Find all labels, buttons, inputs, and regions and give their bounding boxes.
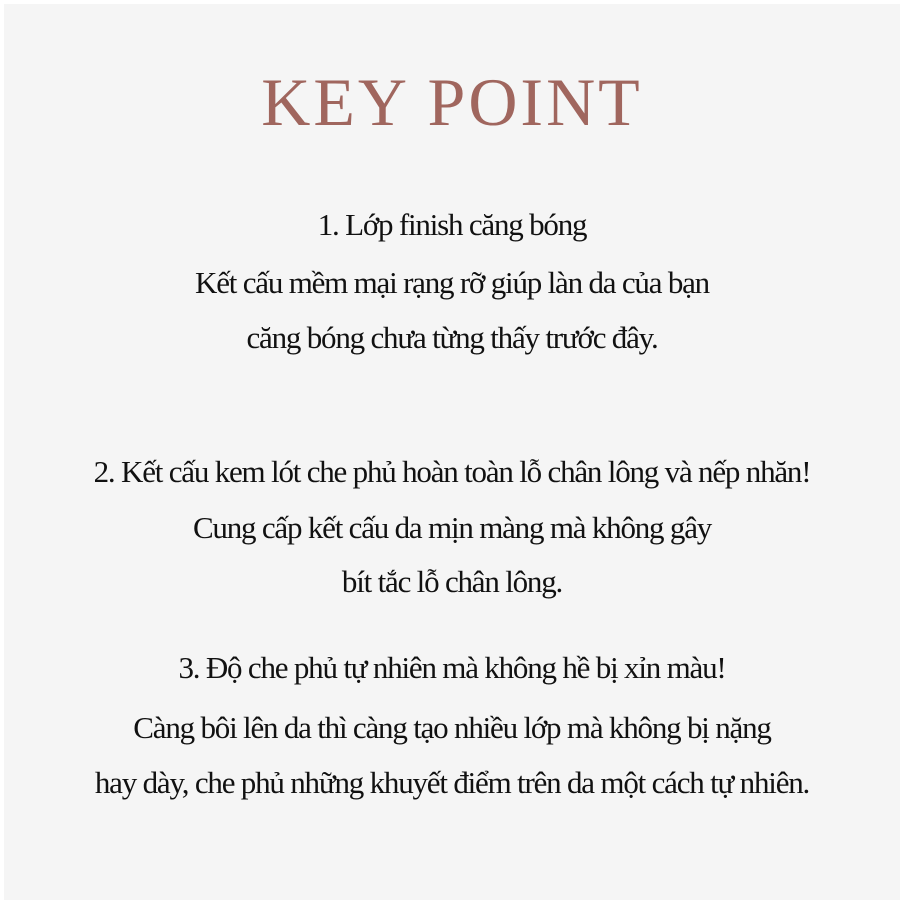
point-3-line-2: hay dày, che phủ những khuyết điểm trên da một cách tự nhiên.	[94, 765, 810, 800]
point-2-line-2: bít tắc lỗ chân lông.	[341, 564, 563, 599]
point-1-line-2: căng bóng chưa từng thấy trước đây.	[246, 320, 658, 355]
page-title: KEY POINT	[261, 64, 643, 140]
point-1-heading: 1. Lớp finish căng bóng	[317, 207, 587, 242]
point-2-line-1: Cung cấp kết cấu da mịn màng mà không gây	[192, 510, 712, 545]
point-1-line-1: Kết cấu mềm mại rạng rỡ giúp làn da của bạn	[195, 265, 709, 300]
point-3-heading: 3. Độ che phủ tự nhiên mà không hề bị xỉn màu!	[178, 650, 726, 685]
point-2-heading: 2. Kết cấu kem lót che phủ hoàn toàn lỗ chân lông và nếp nhăn!	[93, 454, 811, 489]
point-3-line-1: Càng bôi lên da thì càng tạo nhiều lớp mà không bị nặng	[133, 710, 771, 745]
